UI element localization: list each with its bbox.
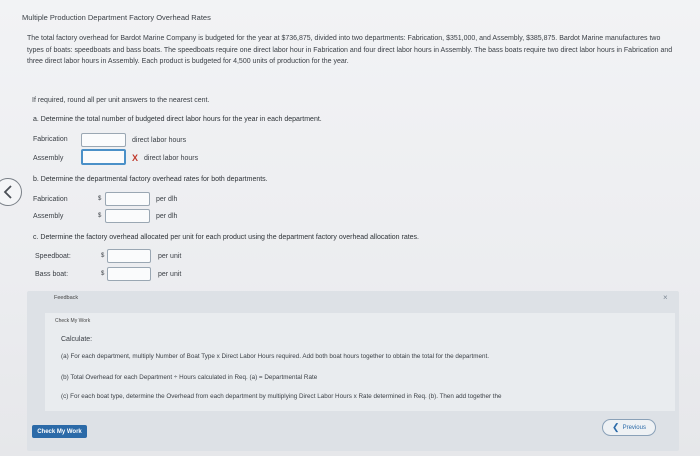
feedback-check-label: Check My Work [55,318,91,324]
feedback-line-a: (a) For each department, multiply Number of Boat Type x Direct Labor Hours required. Add both boat hours together to obtain the total for the department. [61,353,489,360]
chevron-left-icon [2,185,14,199]
part-b-prompt: b. Determine the departmental factory overhead rates for both departments. [33,176,268,183]
part-c-speedboat-label: Speedboat: [35,253,71,260]
part-a-fabrication-input[interactable] [81,133,126,147]
incorrect-x-icon: X [132,153,139,163]
part-c-bassboat-label: Bass boat: [35,271,69,278]
part-c-speedboat-unit: per unit [158,253,182,260]
part-c-bassboat-unit: per unit [158,271,182,278]
part-c-prompt: c. Determine the factory overhead allocated per unit for each product using the department factory overhead allocation rates. [33,234,419,241]
part-b-fabrication-unit: per dlh [156,196,178,203]
part-a-assembly-unit: direct labor hours [144,155,199,162]
part-a-assembly-input[interactable] [81,149,126,165]
part-c-speedboat-currency: $ [101,253,105,259]
part-b-assembly-input[interactable] [105,209,150,223]
part-c-speedboat-input[interactable] [107,249,151,263]
chevron-left-icon: ❮ [612,422,620,432]
previous-label: Previous [622,424,646,431]
back-chevron-button[interactable] [0,178,22,206]
feedback-line-c: (c) For each boat type, determine the Overhead from each department by multiplying Direct Labor Hours x Rate determined in Req. (b). Then add together the [61,393,502,400]
previous-button[interactable] [602,419,656,436]
page-title: Multiple Production Department Factory Overhead Rates [22,13,211,22]
part-a-fabrication-unit: direct labor hours [132,137,187,144]
part-a-fabrication-label: Fabrication [33,136,68,143]
problem-text: The total factory overhead for Bardot Marine Company is budgeted for the year at $736,875, divided into two departments: Fabrication, $351,000, and Assembly, $385,875. Bardot Marine manufactures two types of boats: speedboats and bass boats. The speedboats require one direct labor hour in Fabrication and four direct labor hours in Assembly. The bass boats require two direct labor hours in Fabrication and three direct labor hours in Assembly. Each product is budgeted for 4,500 units of production for the year. [27,35,673,65]
part-c-bassboat-currency: $ [101,271,105,277]
close-icon[interactable]: × [663,293,668,302]
feedback-calculate-label: Calculate: [61,336,93,343]
part-b-assembly-currency: $ [98,213,102,219]
part-b-fabrication-currency: $ [98,196,102,202]
part-a-assembly-label: Assembly [33,155,64,162]
part-b-fabrication-input[interactable] [105,192,150,206]
feedback-line-b: (b) Total Overhead for each Department ÷ Hours calculated in Req. (a) = Departmental Rate [61,374,318,381]
part-b-fabrication-label: Fabrication [33,196,68,203]
part-c-bassboat-input[interactable] [107,267,151,281]
feedback-title: Feedback [54,295,79,301]
part-a-prompt: a. Determine the total number of budgeted direct labor hours for the year in each department. [33,116,322,123]
part-b-assembly-label: Assembly [33,213,64,220]
check-my-work-button[interactable]: Check My Work [32,425,87,438]
part-b-assembly-unit: per dlh [156,213,178,220]
rounding-note: If required, round all per unit answers to the nearest cent. [32,97,210,104]
